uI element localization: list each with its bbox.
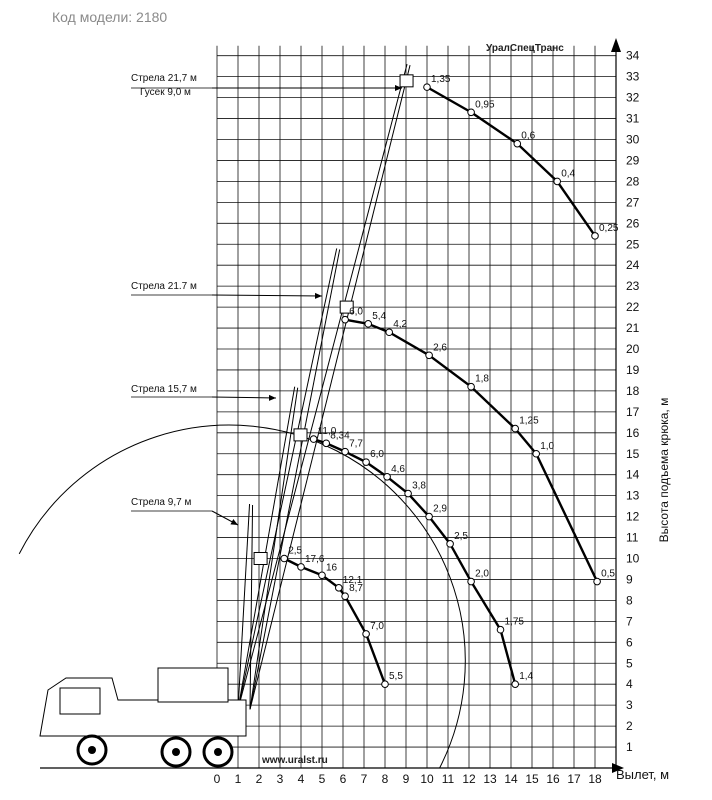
- data-point: [468, 383, 475, 390]
- point-load-label: 12,1: [342, 574, 363, 586]
- x-tick-label: 7: [360, 772, 368, 786]
- crane-turret: [158, 668, 228, 702]
- point-load-label: 16: [326, 562, 338, 574]
- point-load-label: 1,35: [431, 74, 451, 86]
- y-tick-label: 21: [626, 321, 640, 336]
- data-point: [533, 450, 540, 457]
- boom-label-jib-boom: Стрела 21,7 м: [131, 73, 197, 84]
- point-load-label: 1,8: [475, 373, 490, 385]
- boom-line: [250, 65, 410, 709]
- y-tick-label: 22: [626, 300, 640, 315]
- boom-line: [250, 505, 253, 709]
- x-tick-label: 16: [546, 772, 560, 786]
- data-point: [468, 109, 475, 116]
- y-tick-label: 3: [626, 698, 633, 713]
- point-load-label: 6,0: [349, 306, 364, 318]
- data-point: [512, 425, 519, 432]
- boom-line: [238, 387, 295, 710]
- data-point: [382, 681, 389, 688]
- y-tick-label: 19: [626, 362, 640, 377]
- point-load-label: 17,6: [305, 553, 325, 565]
- y-tick-label: 24: [626, 258, 640, 273]
- y-tick-label: 4: [626, 677, 633, 692]
- boom-line: [238, 64, 407, 709]
- x-tick-label: 13: [483, 772, 497, 786]
- point-load-label: 2,0: [475, 568, 490, 580]
- y-tick-label: 14: [626, 467, 640, 482]
- x-tick-label: 9: [402, 772, 410, 786]
- point-load-label: 5,5: [389, 671, 403, 683]
- x-tick-label: 4: [297, 772, 305, 786]
- point-load-label: 2,6: [433, 342, 448, 354]
- point-load-label: 0,95: [475, 99, 495, 111]
- y-tick-label: 8: [626, 593, 633, 608]
- point-load-label: 0,5: [601, 568, 616, 580]
- y-tick-label: 18: [626, 383, 640, 398]
- data-point: [447, 541, 454, 548]
- x-tick-label: 6: [339, 772, 347, 786]
- point-load-label: 7,7: [349, 438, 364, 450]
- x-tick-label: 17: [567, 772, 581, 786]
- hook-block: [400, 75, 413, 87]
- y-tick-label: 11: [626, 530, 639, 545]
- truck-cab-window: [60, 688, 100, 714]
- point-load-label: 4,2: [393, 319, 408, 331]
- data-point: [514, 140, 521, 147]
- data-point: [384, 473, 391, 480]
- data-point: [342, 448, 349, 455]
- y-tick-label: 12: [626, 509, 640, 524]
- boom-label-15-7: Стрела 15,7 м: [131, 384, 197, 395]
- point-load-label: 6,0: [370, 449, 385, 461]
- y-tick-label: 20: [626, 342, 640, 356]
- x-tick-label: 5: [318, 772, 326, 786]
- boom-label-jib: Гусек 9,0 м: [140, 87, 191, 98]
- y-tick-label: 10: [626, 551, 640, 566]
- point-load-label: 5,4: [372, 310, 387, 322]
- website-label: www.uralst.ru: [262, 755, 328, 766]
- point-load-label: 7,0: [370, 620, 385, 632]
- x-tick-label: 3: [276, 772, 284, 786]
- data-point: [594, 578, 601, 585]
- data-point: [363, 631, 370, 638]
- y-tick-label: 34: [626, 48, 640, 63]
- y-tick-label: 17: [626, 404, 640, 419]
- y-tick-label: 15: [626, 446, 640, 461]
- point-load-label: 0,25: [599, 222, 619, 234]
- x-tick-label: 12: [462, 772, 476, 786]
- point-load-label: 2,9: [433, 503, 448, 515]
- point-load-label: 1,75: [504, 616, 524, 628]
- data-point: [365, 321, 372, 328]
- point-load-label: 0,4: [561, 168, 576, 180]
- point-load-label: 0,6: [521, 130, 536, 142]
- data-point: [298, 564, 305, 571]
- point-load-label: 2,5: [454, 530, 469, 542]
- data-point: [468, 578, 475, 585]
- x-tick-label: 15: [525, 772, 539, 786]
- point-load-label: 11,0: [317, 426, 337, 438]
- boom-leader-arrow: [212, 295, 322, 296]
- data-point: [426, 513, 433, 520]
- data-point: [336, 585, 343, 592]
- y-axis-arrow: [611, 38, 621, 52]
- hook-block: [254, 553, 267, 565]
- point-load-label: 1,4: [519, 671, 534, 683]
- load-curve: [314, 439, 516, 684]
- data-point: [405, 490, 412, 497]
- point-load-label: 2,5: [288, 545, 303, 557]
- data-point: [319, 572, 326, 579]
- hook-block: [294, 429, 307, 441]
- brand-label: УралСпецТранс: [486, 43, 564, 54]
- y-tick-label: 23: [626, 279, 640, 294]
- x-tick-label: 18: [588, 772, 602, 786]
- boom-leader-arrow: [212, 511, 238, 525]
- data-point: [342, 593, 349, 600]
- point-load-label: 1,0: [540, 440, 555, 452]
- x-axis-label: Вылет, м: [616, 767, 670, 782]
- y-tick-label: 29: [626, 153, 640, 168]
- y-tick-label: 16: [626, 425, 640, 440]
- point-load-label: 1,25: [519, 415, 539, 427]
- boom-label-21-7: Стрела 21.7 м: [131, 281, 197, 292]
- x-tick-label: 0: [213, 772, 221, 786]
- y-tick-label: 30: [626, 132, 640, 147]
- data-point: [386, 329, 393, 336]
- y-axis-label: Высота подъема крюка, м: [657, 397, 671, 543]
- x-tick-label: 10: [420, 772, 434, 786]
- data-point: [323, 440, 330, 447]
- truck-wheel-hub: [88, 746, 96, 754]
- y-tick-label: 2: [626, 719, 633, 734]
- data-point: [363, 459, 370, 466]
- data-point: [281, 555, 288, 562]
- y-tick-label: 27: [626, 195, 640, 210]
- boom-line: [250, 249, 340, 709]
- y-tick-label: 25: [626, 237, 640, 252]
- point-load-label: 8,7: [349, 583, 364, 595]
- y-tick-label: 1: [626, 740, 633, 755]
- y-tick-label: 13: [626, 488, 640, 503]
- point-load-label: 8,34: [330, 430, 350, 442]
- x-tick-label: 1: [234, 772, 242, 786]
- y-tick-label: 28: [626, 174, 640, 189]
- data-point: [554, 178, 561, 185]
- truck-wheel-hub: [214, 748, 222, 756]
- data-point: [592, 233, 599, 240]
- boom-label-9-7: Стрела 9,7 м: [131, 497, 192, 508]
- data-point: [426, 352, 433, 359]
- x-tick-label: 8: [381, 772, 389, 786]
- data-point: [512, 681, 519, 688]
- y-tick-label: 5: [626, 656, 633, 671]
- y-tick-label: 33: [626, 69, 640, 84]
- boom-leader-arrow: [212, 397, 276, 398]
- y-tick-label: 6: [626, 635, 633, 650]
- x-tick-label: 11: [441, 772, 455, 786]
- point-load-label: 3,8: [412, 480, 427, 492]
- x-tick-label: 2: [255, 772, 263, 786]
- x-tick-label: 14: [504, 772, 518, 786]
- y-tick-label: 7: [626, 614, 633, 629]
- data-point: [342, 316, 349, 323]
- y-tick-label: 32: [626, 90, 640, 105]
- point-load-label: 4,6: [391, 463, 406, 475]
- data-point: [424, 84, 431, 91]
- data-point: [497, 626, 504, 633]
- y-tick-label: 9: [626, 572, 633, 587]
- truck-wheel-hub: [172, 748, 180, 756]
- data-point: [310, 436, 317, 443]
- model-code: Код модели: 2180: [52, 9, 168, 25]
- y-tick-label: 26: [626, 216, 640, 231]
- y-tick-label: 31: [626, 111, 640, 126]
